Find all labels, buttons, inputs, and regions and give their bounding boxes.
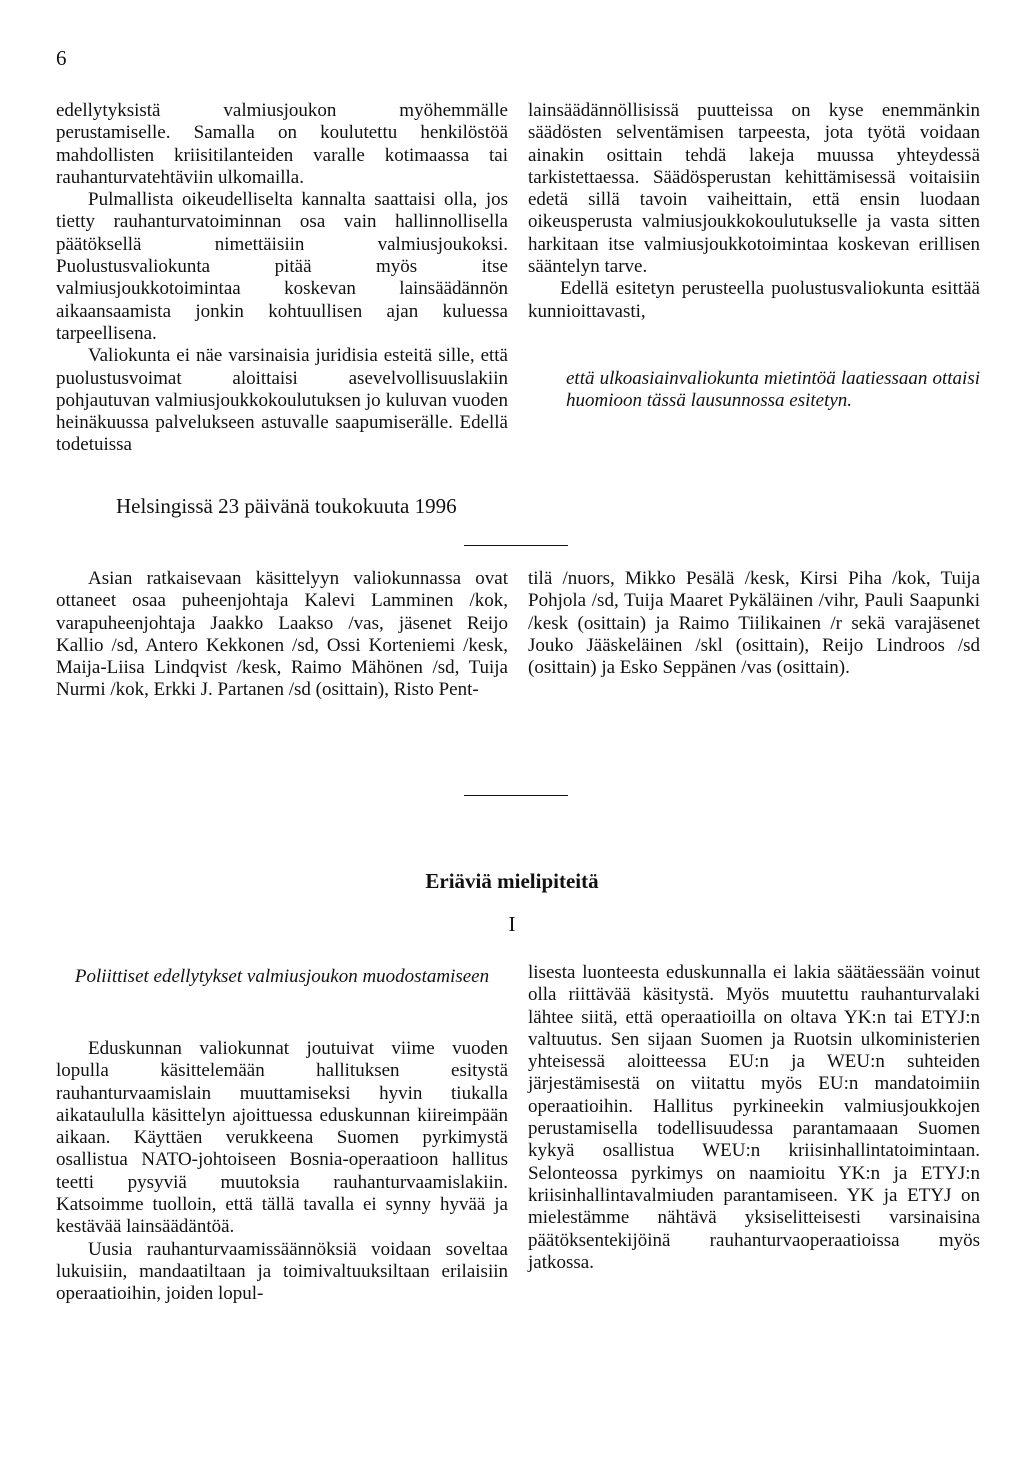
dissent-right-column — [528, 962, 980, 1274]
right-column-top — [528, 100, 980, 323]
paragraph: lainsäädännöllisissä puutteissa on kyse enemmänkin säädösten selventämisen tarpeesta, jota työtä voidaan ainakin osittain tehdä lakeja muussa yhteydessä tarkistettaessa. Säädösperustan kehittämisessä voitaisiin edetä sillä tavoin vaiheittain, että ensin luodaan oikeusperusta valmiusjoukkokoulutukselle ja vasta sitten harkitaan itse valmiusjoukkotoimintaa koskevan erillisen sääntelyn tarve. — [528, 100, 980, 278]
paragraph: Uusia rauhanturvaamissäännöksiä voidaan soveltaa lukuisiin, mandaatiltaan ja toimivaltuuksiltaan erilaisiin operaatioihin, joiden lopul- — [56, 1238, 508, 1305]
place-and-date: Helsingissä 23 päivänä toukokuuta 1996 — [116, 494, 457, 518]
participants-left — [56, 568, 508, 702]
participants-right — [528, 568, 980, 679]
paragraph: edellytyksistä valmiusjoukon myöhemmälle perustamiselle. Samalla on koulutettu henkilöstöä mahdollisten kriisitilanteiden varalle kotimaassa tai rauhanturvatehtäviin ulkomailla. — [56, 100, 508, 188]
paragraph: Edellä esitetyn perusteella puolustusvaliokunta esittää kunnioittavasti, — [528, 278, 980, 322]
paragraph: Pulmallista oikeudelliselta kannalta saattaisi olla, jos tietty rauhanturvatoiminnan osa vain hallinnollisella päätöksellä nimettäisiin valmiusjoukoksi. Puolustusvaliokunta pitää myös itse valmiusjoukkotoimintaa koskevan lainsäädännön aikaansaamista jonkin kohtuullisen ajan kuluessa tarpeellisena. — [56, 189, 508, 344]
left-column-top — [56, 100, 508, 457]
dissent-heading: Eriäviä mielipiteitä — [425, 869, 599, 893]
paragraph: Asian ratkaisevaan käsittelyyn valiokunnassa ovat ottaneet osaa puheenjohtaja Kalevi Lamminen /kok, varapuheenjohtaja Jaakko Laakso /vas, jäsenet Reijo Kallio /sd, Antero Kekkonen /sd, Ossi Korteniemi /kesk, Maija-Liisa Lindqvist /kesk, Raimo Mähönen /sd, Tuija Nurmi /kok, Erkki J. Partanen /sd (osittain), Risto Pent- — [56, 568, 508, 701]
section-title: Poliittiset edellytykset valmiusjoukon muodostamiseen — [74, 966, 490, 987]
paragraph: Valiokunta ei näe varsinaisia juridisia esteitä sille, että puolustusvoimat aloittaisi asevelvollisuuslakiin pohjautuvan valmiusjoukkokoulutuksen jo kuluvan vuoden heinäkuussa palvelukseen astuvalle saapumiserälle. Edellä todetuissa — [56, 345, 508, 456]
recommendation-clause: että ulkoasiainvaliokunta mietintöä laatiessaan ottaisi huomioon tässä lausunnossa esitetyn. — [566, 368, 980, 412]
paragraph: Eduskunnan valiokunnat joutuivat viime vuoden lopulla käsittelemään hallituksen esitystä rauhanturvaamislain muuttamiseksi hyvin tiukalla aikataululla käsittelyn ajoittuessa eduskunnan kiireimpään aikaan. Käyttäen verukkeena Suomen pyrkimystä osallistua NATO-johtoiseen Bosnia-operaatioon hallitus teetti pysyviä muutoksia rauhanturvaamislakiin. Katsoimme tuolloin, että tällä tavalla ei synny hyvää ja kestävää lainsäädäntöä. — [56, 1038, 508, 1238]
divider — [464, 795, 568, 796]
dissent-number: I — [508, 912, 516, 936]
page-number: 6 — [56, 46, 67, 70]
paragraph: tilä /nuors, Mikko Pesälä /kesk, Kirsi Piha /kok, Tuija Pohjola /sd, Tuija Maaret Pykäläinen /vihr, Pauli Saapunki /kesk (osittain) ja Raimo Tiilikainen /r sekä varajäsenet Jouko Jääskeläinen /skl (osittain), Reijo Lindroos /sd (osittain) ja Esko Seppänen /vas (osittain). — [528, 568, 980, 679]
divider — [464, 545, 568, 546]
paragraph: lisesta luonteesta eduskunnalla ei lakia säätäessään voinut olla riittävää käsitystä. Myös muutettu rauhanturvalaki lähtee siitä, että operaatioilla on oltava YK:n tai ETYJ:n valtuutus. Sen sijaan Suomen ja Ruotsin ulkoministerien yhteisessä aloitteessa EU:n ja WEU:n suhteiden järjestämisestä on viitattu myös EU:n mandatoimiin operaatioihin. Hallitus pyrkineekin valmiusjoukkojen perustamisella todellisuudessa parantamaaan Suomen kykyä osallistua WEU:n kriisinhallintatoimintaan. Selonteossa pyrkimys on naamioitu YK:n ja ETYJ:n kriisinhallintavalmiuden parantamiseen. YK ja ETYJ on mielestämme nähtävä yksiselitteisesti varsinaisina päätöksentekijöinä rauhanturvaoperaatioissa myös jatkossa. — [528, 962, 980, 1273]
dissent-left-column — [56, 1038, 508, 1306]
